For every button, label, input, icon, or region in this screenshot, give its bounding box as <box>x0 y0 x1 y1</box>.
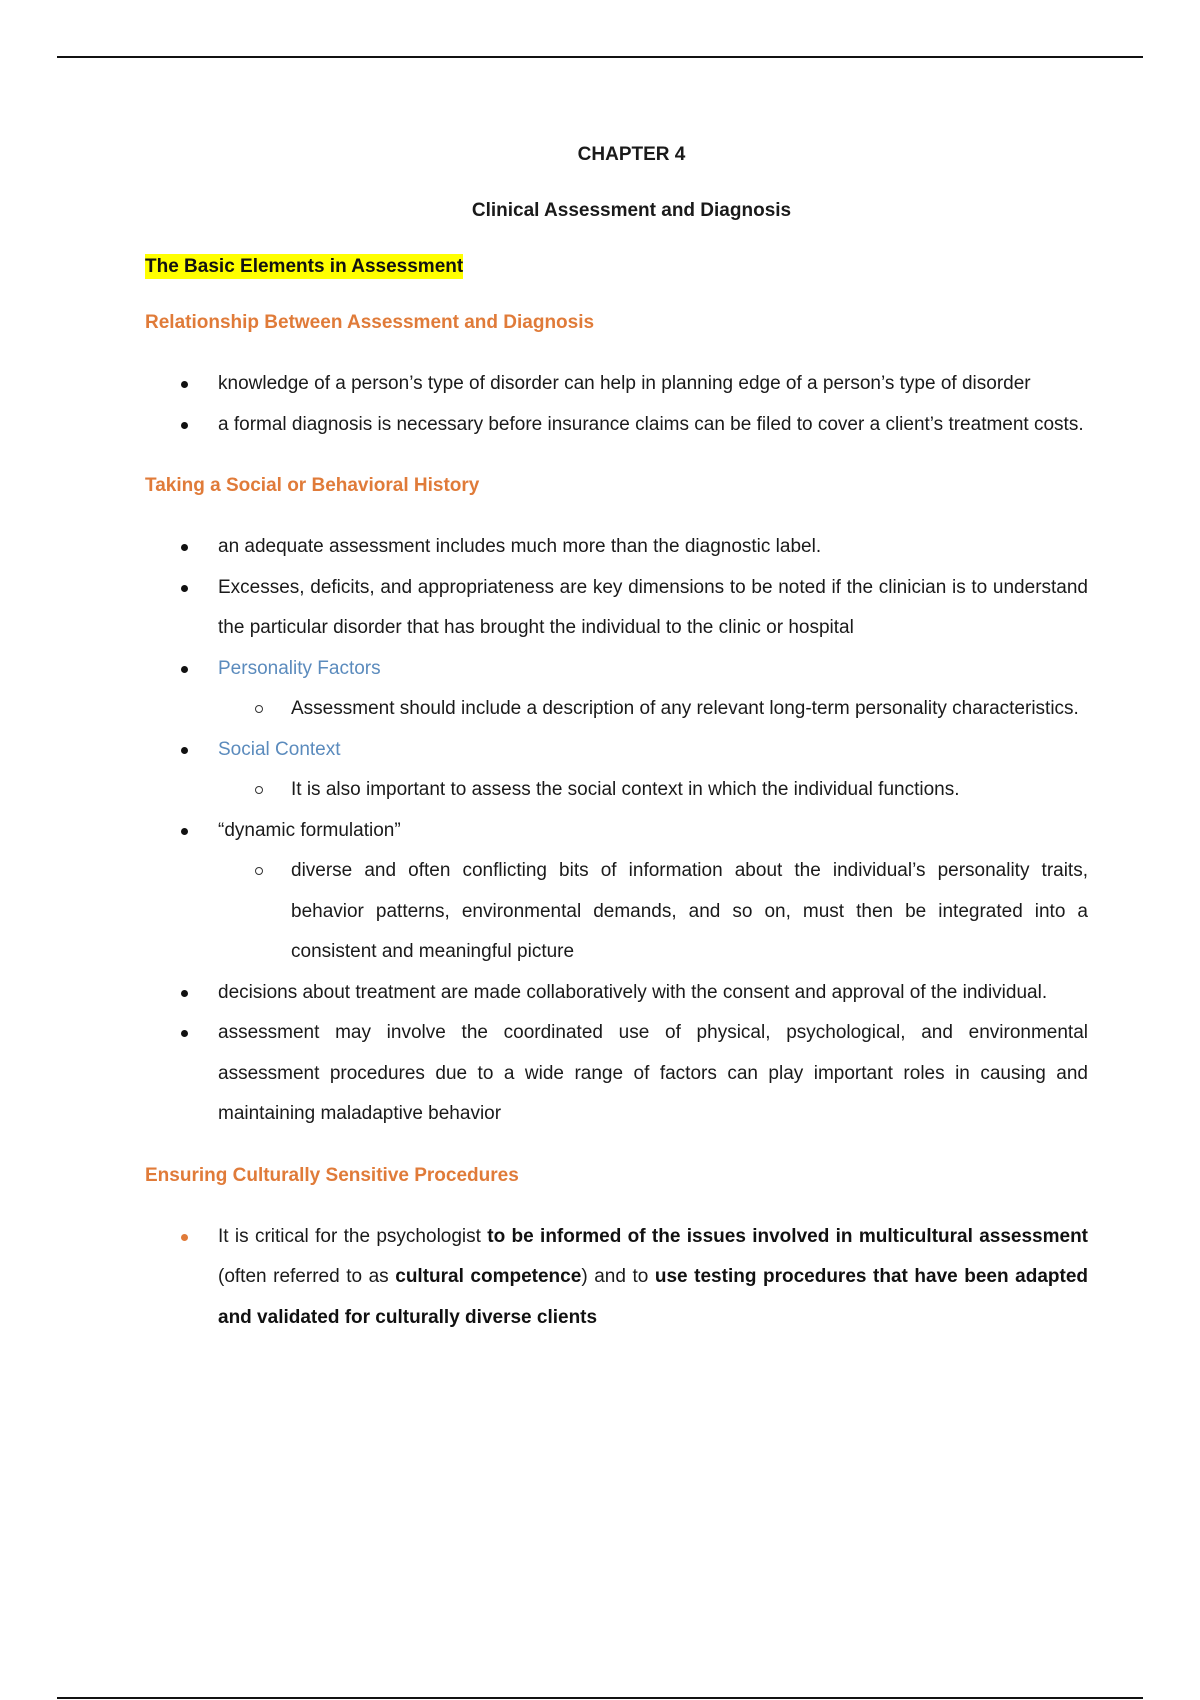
sub-list-item <box>218 770 1088 811</box>
list-item <box>145 1217 1088 1339</box>
bullet-icon <box>181 666 188 673</box>
section-heading-culturally-sensitive: Ensuring Culturally Sensitive Procedures <box>145 1164 519 1186</box>
bottom-rule <box>57 1697 1143 1699</box>
bullet-icon <box>181 1234 188 1241</box>
bullet-icon <box>181 1030 188 1037</box>
document-page <box>145 140 1088 1338</box>
sub-bullet-list <box>218 689 1088 730</box>
list-item <box>145 364 1088 405</box>
sub-bullet-list <box>218 851 1088 973</box>
list-item-text: a formal diagnosis is necessary before insurance claims can be filed to cover a client’s treatment costs. <box>218 413 1084 435</box>
bullet-icon <box>181 990 188 997</box>
list-item <box>145 527 1088 568</box>
subheading-personality-factors: Personality Factors <box>218 657 381 679</box>
list-item <box>145 811 1088 973</box>
main-heading-text: The Basic Elements in Assessment <box>145 256 464 277</box>
sub-list-item-text: It is also important to assess the social context in which the individual functions. <box>291 779 960 800</box>
bullet-icon <box>181 828 188 835</box>
text-run: It is critical for the psychologist <box>218 1225 488 1247</box>
subheading-social-context: Social Context <box>218 738 341 760</box>
list-item <box>145 649 1088 730</box>
top-rule <box>57 56 1143 58</box>
list-item <box>145 1013 1088 1135</box>
section-heading-relationship: Relationship Between Assessment and Diagnosis <box>145 312 595 333</box>
list-item <box>145 730 1088 811</box>
list-item-text: “dynamic formulation” <box>218 819 401 841</box>
bullet-icon <box>181 585 188 592</box>
list-item <box>145 973 1088 1014</box>
list-item-text: assessment may involve the coordinated use of physical, psychological, and environmental assessment procedures due to a wide range of factors can play important roles in causing and maintaining maladaptive behavior <box>218 1022 1088 1124</box>
list-item-text: decisions about treatment are made collaboratively with the consent and approval of the individual. <box>218 981 1048 1003</box>
list-item-text: an adequate assessment includes much more than the diagnostic label. <box>218 536 822 557</box>
bullet-icon <box>181 747 188 754</box>
bullet-list <box>145 1217 1088 1339</box>
sub-bullet-icon <box>255 705 263 713</box>
bullet-list <box>145 527 1088 1135</box>
sub-bullet-list <box>218 770 1088 811</box>
sub-list-item <box>218 689 1088 730</box>
bullet-icon <box>181 422 188 429</box>
list-item <box>145 568 1088 649</box>
section-heading-social-history: Taking a Social or Behavioral History <box>145 475 480 496</box>
list-item <box>145 405 1088 446</box>
list-item-text: knowledge of a person’s type of disorder can help in planning edge of a person’s type of disorder <box>218 373 1031 394</box>
main-heading <box>145 252 1088 282</box>
sub-list-item-text: diverse and often conflicting bits of information about the individual’s personality traits, behavior patterns, environmental demands, and so on, must then be integrated into a consistent and meaningful picture <box>291 860 1088 962</box>
sub-list-item-text: Assessment should include a description of any relevant long-term personality characteristics. <box>291 698 1079 719</box>
bold-text-run: cultural competence <box>395 1266 582 1287</box>
text-run: (often referred to as <box>218 1266 396 1287</box>
sub-list-item <box>218 851 1088 973</box>
sub-bullet-icon <box>255 867 263 875</box>
chapter-title: Clinical Assessment and Diagnosis <box>471 200 792 221</box>
bullet-icon <box>181 381 188 388</box>
bold-text-run: to be informed of the issues involved in multicultural assessment <box>487 1225 1088 1247</box>
bullet-list <box>145 364 1088 445</box>
chapter-label: CHAPTER 4 <box>577 144 686 165</box>
sub-bullet-icon <box>255 786 263 794</box>
text-run: ) and to <box>581 1266 655 1287</box>
list-item-text: Excesses, deficits, and appropriateness are key dimensions to be noted if the clinician is to understand the particular disorder that has brought the individual to the clinic or hospital <box>218 576 1088 638</box>
bullet-icon <box>181 544 188 551</box>
bold-text-run: use testing procedures that have been adapted and validated for culturally diverse clients <box>218 1266 1089 1328</box>
